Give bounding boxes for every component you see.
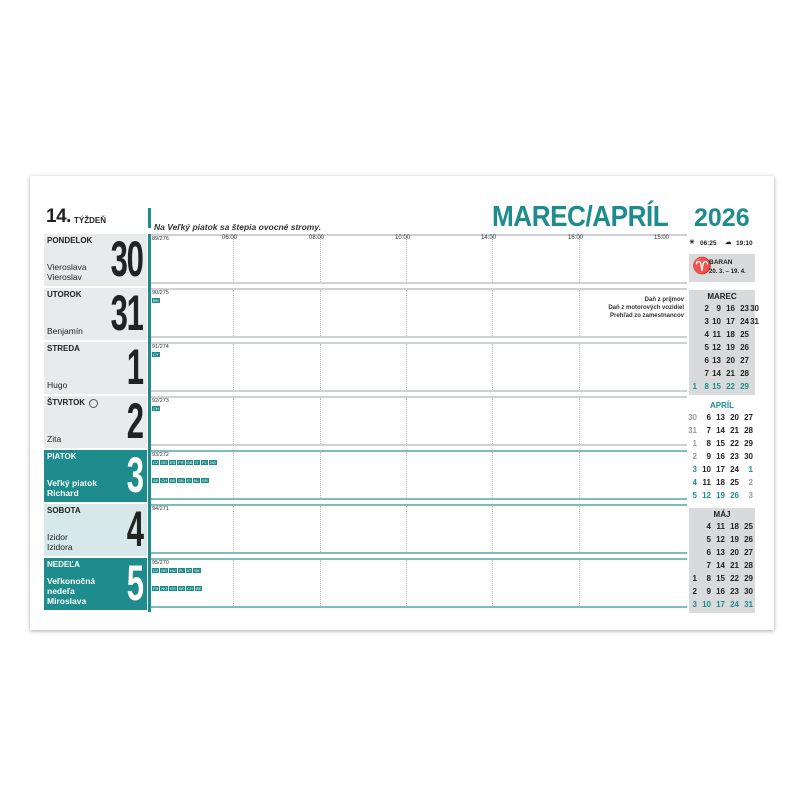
day-code: 95/270 — [152, 560, 169, 566]
mini-calendar-row — [689, 491, 755, 504]
country-chip: AT — [186, 568, 192, 573]
hour-divider — [406, 236, 407, 282]
hour-divider — [406, 506, 407, 552]
hour-label: 10:00 — [395, 235, 411, 241]
mini-calendar-row — [689, 304, 759, 317]
mini-calendar-row — [689, 561, 755, 574]
country-chip: BE — [170, 478, 176, 483]
mini-calendar-date: 24 — [730, 465, 739, 474]
mini-calendar-date: 23 — [730, 587, 739, 596]
mini-calendar-date: 13 — [716, 548, 725, 557]
mini-calendar-date: 6 — [706, 413, 711, 422]
day-cell — [44, 393, 147, 450]
proverb: Na Veľký piatok sa štepia ovocné stromy. — [154, 222, 322, 232]
mini-calendar-date: 1 — [692, 574, 697, 583]
mini-calendar-date: 9 — [716, 304, 721, 313]
schedule-row[interactable] — [151, 558, 687, 608]
hour-divider — [492, 560, 493, 606]
mini-calendar-date: 2 — [692, 452, 697, 461]
mini-calendar-date: 13 — [716, 413, 725, 422]
hour-divider — [406, 560, 407, 606]
mini-calendar-date: 19 — [726, 343, 735, 352]
mini-calendar-date: 7 — [706, 561, 711, 570]
mini-calendar-date: 20 — [730, 548, 739, 557]
country-chip: GR — [201, 478, 208, 483]
country-chip: GB — [186, 460, 193, 465]
day-cell — [44, 231, 147, 288]
mini-calendar-date: 6 — [704, 356, 709, 365]
mini-calendar-date: 30 — [688, 413, 697, 422]
mini-calendar-date: 9 — [706, 587, 711, 596]
hour-divider — [492, 506, 493, 552]
mini-calendar — [689, 508, 755, 613]
aries-icon: ♈ — [692, 258, 712, 275]
zodiac-range: 20. 3. – 19. 4. — [709, 269, 746, 275]
mini-calendar-title: MÁJ — [713, 510, 731, 519]
country-chip: CY — [153, 352, 159, 357]
mini-calendar-date: 11 — [702, 478, 711, 487]
mini-calendar-date: 12 — [716, 535, 725, 544]
mini-calendar-date: 28 — [744, 561, 753, 570]
mini-calendar-date: 11 — [716, 522, 725, 531]
mini-calendar-date: 3 — [748, 491, 753, 500]
country-chip: CH — [153, 406, 159, 411]
mini-calendar-date: 4 — [704, 330, 709, 339]
holiday-chips — [152, 568, 204, 604]
mini-calendar-date: 18 — [716, 478, 725, 487]
country-chip: CH — [187, 586, 193, 591]
day-cell — [44, 285, 147, 342]
mini-calendar-date: 8 — [704, 382, 709, 391]
mini-calendar-date: 19 — [716, 491, 725, 500]
mini-calendar-date: 31 — [688, 426, 697, 435]
schedule-row[interactable] — [151, 288, 687, 338]
day-code: 90/275 — [152, 290, 169, 296]
hour-divider — [233, 560, 234, 606]
mini-calendar-row — [689, 439, 755, 452]
mini-calendar-date: 17 — [716, 600, 725, 609]
country-chip: FI — [187, 478, 191, 483]
day-number: 30 — [110, 231, 143, 287]
mini-calendar-date: 13 — [712, 356, 721, 365]
mini-calendar-row — [689, 522, 755, 535]
tax-note: Daň z príjmov Daň z motorových vozidiel Prehľad zo zamestnancov — [608, 297, 684, 319]
country-chip: DE — [161, 460, 167, 465]
mini-calendar-date: 7 — [704, 369, 709, 378]
header-accent — [148, 208, 151, 228]
hour-divider — [320, 506, 321, 552]
mini-calendar-row — [689, 478, 755, 491]
mini-calendar-date: 2 — [692, 587, 697, 596]
moon-phase-icon — [89, 399, 98, 408]
mini-calendar-date: 28 — [744, 426, 753, 435]
mini-calendar-row — [689, 343, 755, 356]
mini-calendar-date: 26 — [730, 491, 739, 500]
hour-label: 15:00 — [654, 235, 670, 241]
mini-calendar-date: 3 — [692, 465, 697, 474]
sunset-time: 19:10 — [736, 240, 753, 247]
day-name: UTOROK — [47, 290, 82, 299]
day-code: 92/273 — [152, 398, 169, 404]
day-name: PONDELOK — [47, 236, 93, 245]
mini-calendar-date: 25 — [744, 522, 753, 531]
mini-calendar-date: 14 — [716, 426, 725, 435]
mini-calendar-date: 30 — [744, 452, 753, 461]
country-chip: FR — [153, 586, 159, 591]
sunset-icon: ☁︎ — [725, 239, 732, 246]
mini-calendar-date: 3 — [692, 600, 697, 609]
mini-calendar-row — [689, 535, 755, 548]
mini-calendar-date: 23 — [730, 452, 739, 461]
country-chip: HU — [169, 568, 176, 573]
mini-calendar-row — [689, 574, 755, 587]
mini-calendar-date: 1 — [692, 439, 697, 448]
day-name: STREDA — [47, 344, 80, 353]
mini-calendar — [689, 290, 759, 395]
schedule-row[interactable] — [151, 504, 687, 554]
mini-calendar-date: 24 — [740, 317, 749, 326]
hour-divider — [233, 452, 234, 498]
mini-calendar-date: 15 — [712, 382, 721, 391]
hour-divider — [320, 560, 321, 606]
mini-calendar-row — [689, 426, 755, 439]
country-chip: CZ — [153, 460, 159, 465]
hour-divider — [233, 506, 234, 552]
sun-times — [687, 234, 757, 252]
mini-calendar-date: 25 — [730, 478, 739, 487]
hour-divider — [492, 452, 493, 498]
sunrise-time: 06:25 — [700, 240, 717, 247]
mini-calendar-date: 21 — [726, 369, 735, 378]
mini-calendar-date: 30 — [744, 587, 753, 596]
day-name: NEDEĽA — [47, 560, 80, 569]
mini-calendar-date: 31 — [744, 600, 753, 609]
mini-calendar-date: 26 — [744, 535, 753, 544]
mini-calendar-date: 27 — [744, 413, 753, 422]
hour-label: 14:00 — [481, 235, 497, 241]
hour-divider — [579, 236, 580, 282]
name-day: Izidor Izidora — [47, 532, 73, 552]
mini-calendar-date: 15 — [716, 439, 725, 448]
mini-calendar-date: 5 — [692, 491, 697, 500]
mini-calendar-row — [689, 317, 759, 330]
mini-calendar-date: 16 — [716, 587, 725, 596]
name-day: Zita — [47, 434, 62, 444]
mini-calendar-date: 29 — [740, 382, 749, 391]
mini-calendar-date: 8 — [706, 574, 711, 583]
mini-calendar-date: 10 — [702, 600, 711, 609]
mini-calendar-date: 27 — [740, 356, 749, 365]
country-chip: FR — [178, 460, 184, 465]
mini-calendar-date: 7 — [706, 426, 711, 435]
zodiac-box — [689, 254, 755, 282]
country-chip: DE — [161, 568, 167, 573]
mini-calendar — [689, 399, 755, 504]
country-chip: ES — [169, 460, 176, 465]
mini-calendar-date: 12 — [712, 343, 721, 352]
mini-calendar-date: 16 — [726, 304, 735, 313]
mini-calendar-row — [689, 369, 755, 382]
day-cell — [44, 555, 147, 612]
mini-calendar-row — [689, 330, 755, 343]
mini-calendar-date: 4 — [692, 478, 697, 487]
name-day: Veľkonočná nedeľa Miroslava — [47, 576, 96, 606]
country-chip: CZ — [153, 568, 159, 573]
name-day: Benjamín — [47, 326, 83, 336]
mini-calendar-date: 9 — [706, 452, 711, 461]
day-code: 89/276 — [152, 236, 169, 242]
day-number: 5 — [126, 555, 143, 611]
mini-calendar-row — [689, 356, 755, 369]
mini-calendar-date: 29 — [744, 439, 753, 448]
mini-calendar-row — [689, 413, 755, 426]
hour-divider — [320, 236, 321, 282]
mini-calendar-date: 22 — [730, 439, 739, 448]
mini-calendar-date: 11 — [712, 330, 721, 339]
day-code: 91/274 — [152, 344, 169, 350]
day-code: 93/272 — [152, 452, 169, 458]
week-number: 14. — [46, 206, 71, 227]
mini-calendar-date: 25 — [740, 330, 749, 339]
mini-calendar-date: 1 — [692, 382, 697, 391]
mini-calendar-date: 19 — [730, 535, 739, 544]
schedule-row[interactable] — [151, 396, 687, 446]
day-cell — [44, 447, 147, 504]
hour-label: 06:00 — [222, 235, 238, 241]
mini-calendar-date: 22 — [730, 574, 739, 583]
zodiac-name: BARAN — [709, 259, 733, 266]
mini-calendar-date: 21 — [730, 561, 739, 570]
mini-calendar-date: 17 — [726, 317, 735, 326]
mini-calendar-date: 30 — [750, 304, 759, 313]
mini-calendar-date: 8 — [706, 439, 711, 448]
mini-calendar-date: 2 — [704, 304, 709, 313]
month-title: MAREC/APRÍL — [492, 201, 669, 233]
mini-calendar-date: 12 — [702, 491, 711, 500]
name-day: Hugo — [47, 380, 68, 390]
hour-divider — [406, 452, 407, 498]
day-number: 2 — [126, 393, 143, 449]
country-chip: SE — [178, 586, 185, 591]
mini-calendar-date: 27 — [744, 548, 753, 557]
mini-calendar-date: 20 — [730, 413, 739, 422]
mini-calendar-date: 23 — [740, 304, 749, 313]
mini-calendar-date: 3 — [704, 317, 709, 326]
mini-calendar-row — [689, 600, 755, 613]
mini-calendar-date: 15 — [716, 574, 725, 583]
day-name: PIATOK — [47, 452, 77, 461]
mini-calendar-date: 22 — [726, 382, 735, 391]
day-number: 31 — [110, 285, 143, 341]
hour-divider — [492, 236, 493, 282]
country-chip: NO — [161, 586, 168, 591]
schedule-row[interactable] — [151, 234, 687, 284]
day-cell — [44, 339, 147, 396]
mini-calendar-date: 14 — [712, 369, 721, 378]
schedule-row[interactable] — [151, 450, 687, 500]
mini-calendar-date: 2 — [748, 478, 753, 487]
mini-calendar-date: 5 — [704, 343, 709, 352]
mini-calendar-row — [689, 465, 755, 478]
mini-calendar-date: 17 — [716, 465, 725, 474]
day-number: 3 — [126, 447, 143, 503]
mini-calendar-row — [689, 587, 755, 600]
mini-calendar-title: MAREC — [707, 292, 737, 301]
mini-calendar-date: 21 — [730, 426, 739, 435]
mini-calendar-date: 28 — [740, 369, 749, 378]
mini-calendar-date: 6 — [706, 548, 711, 557]
day-number: 4 — [126, 501, 143, 557]
hour-label: 08:00 — [309, 235, 325, 241]
hour-divider — [579, 560, 580, 606]
name-day: Vieroslava Vieroslav — [47, 262, 87, 282]
hour-label: 16:00 — [568, 235, 584, 241]
mini-calendar-row — [689, 548, 755, 561]
mini-calendar-date: 10 — [702, 465, 711, 474]
holiday-chips — [152, 460, 220, 496]
mini-calendar-date: 14 — [716, 561, 725, 570]
country-chip: IT — [195, 460, 199, 465]
mini-calendar-row — [689, 452, 755, 465]
country-chip: CH — [161, 478, 168, 483]
name-day: Veľký piatok Richard — [47, 478, 98, 498]
country-chip: NL — [193, 478, 199, 483]
hour-divider — [233, 236, 234, 282]
country-chip: BE — [195, 586, 202, 591]
mini-calendar-title: APRÍL — [710, 401, 734, 410]
mini-calendar-date: 20 — [726, 356, 735, 365]
year-title: 2026 — [694, 204, 750, 232]
hour-divider — [579, 452, 580, 498]
mini-calendar-date: 31 — [750, 317, 759, 326]
mini-calendar-date: 26 — [740, 343, 749, 352]
mini-calendar-date: 18 — [730, 522, 739, 531]
country-chip: BH — [153, 298, 159, 303]
day-name: SOBOTA — [47, 506, 81, 515]
day-code: 94/271 — [152, 506, 169, 512]
mini-calendar-date: 5 — [706, 535, 711, 544]
country-chip: ES — [170, 586, 176, 591]
day-cell — [44, 501, 147, 558]
schedule-grid — [151, 234, 687, 612]
mini-calendar-date: 18 — [726, 330, 735, 339]
day-name: ŠTVRTOK — [47, 398, 86, 407]
mini-calendar-date: 1 — [748, 465, 753, 474]
mini-calendar-date: 16 — [716, 452, 725, 461]
sunrise-icon: ☀︎ — [689, 239, 695, 246]
hour-divider — [320, 452, 321, 498]
hour-divider — [579, 506, 580, 552]
country-chip: SK — [194, 568, 200, 573]
mini-calendar-date: 10 — [712, 317, 721, 326]
country-chip: PL — [178, 568, 184, 573]
country-chip: NO — [209, 460, 216, 465]
country-chip: DK — [178, 478, 185, 483]
day-number: 1 — [126, 339, 143, 395]
week-label: TÝŽDEŇ — [74, 216, 106, 225]
mini-calendar-row — [689, 382, 755, 395]
calendar-sheet — [30, 176, 774, 630]
country-chip: PL — [201, 460, 207, 465]
mini-calendar-date: 29 — [744, 574, 753, 583]
country-chip: SE — [153, 478, 159, 483]
mini-calendar-date: 4 — [706, 522, 711, 531]
mini-calendar-date: 24 — [730, 600, 739, 609]
schedule-row[interactable] — [151, 342, 687, 392]
